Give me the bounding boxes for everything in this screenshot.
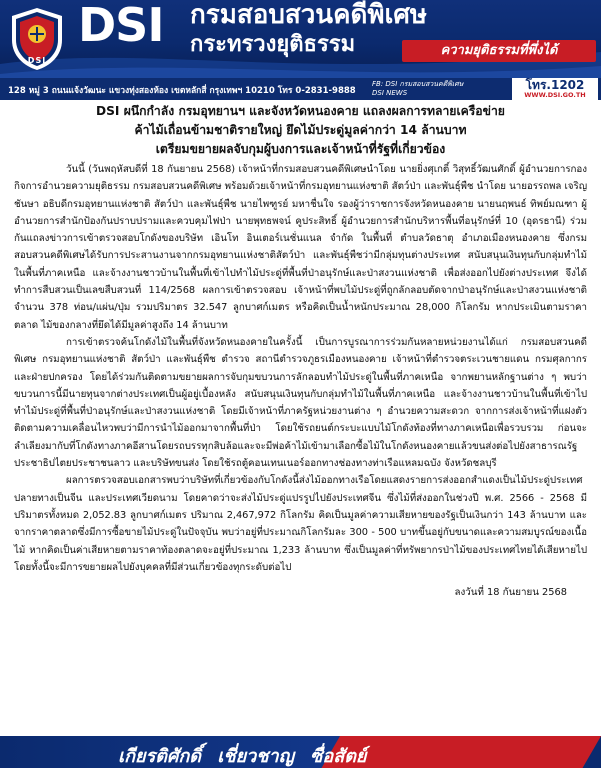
issue-date: ลงวันที่ 18 กันยายน 2568	[454, 587, 567, 599]
headline-line-3: เตรียมขยายผลจับกุมผู้บงการและเจ้าหน้าที่รัฐที่เกี่ยวข้อง	[155, 142, 446, 156]
paragraph-1: วันนี้ (วันพฤหัสบดีที่ 18 กันยายน 2568) เจ้าหน้าที่กรมสอบสวนคดีพิเศษนำโดย นายยิ่งศุเกติ์ วิสุทธิ์วัฒนศักดิ์ ผู้อำนวยการกองกิจการอำนวยความยุติธรรม กรมสอบสวนคดีพิเศษ พร้อมด้วยเจ้าหน้าที่กรมอุทยานแห่งชาติ สัตว์ป่า และพันธุ์พืช นำโดย นายอรรถพล เจริญชันษา อธิบดีกรมอุทยานแห่งชาติ สัตว์ป่า และพันธุ์พืช นายไพฑูรย์ มหาชื่นใจ รองผู้ว่าราชการจังหวัดหนองคาย นายนฤพนธ์ ทิพย์มณฑา ผู้อำนวยการสำนักป้องกันปราบปรามและควบคุมไฟป่า นายพุทธพจน์ คูประสิทธิ์ ผู้อำนวยการสำนักบริหารพื้นที่อนุรักษ์ที่ 10 (อุดรธานี) ร่วมกันแถลงข่าวการเข้าตรวจสอบโกดังของบริษัท เอินโท อินเตอร์เนชั่นแนล จำกัด ในพื้นที่ ตำบลวัดธาตุ อำเภอเมืองหนองคาย ซึ่งกรมสอบสวนคดีพิเศษได้รับการประสานงานจากกรมอุทยานแห่งชาติสัตว์ป่า และพันธุ์พืชว่ามีกลุ่มทุนต่างประเทศ สนับสนุนเงินทุนกับกลุ่มทำไม้ในพื้นที่ภาคเหนือ และจ้างงานชาวบ้านในพื้นที่เข้าไปทำไม้ประดู่ที่พื้นที่ป่าอนุรักษ์และป่าสงวนแห่งชาติ เพื่อส่งออกไปยังต่างประเทศ จึงได้ทำการสืบสวนเป็นเลขสืบสวนที่ 114/2568 ผลการเข้าตรวจสอบ เจ้าหน้าที่พบไม้ประดู่ที่ถูกลักลอบตัดจากป่าอนุรักษ์และป่าสงวนแห่งชาติ จำนวน 378 ท่อน/แผ่น/ปุ่ม รวมปริมาตร 32.547 ลูกบาศก์เมตร หรือคิดเป็นน้ำหนักประมาณ 28,000 กิโลกรัม หากประเมินตามราคาตลาด ไม้ของกลางที่ยึดได้มีมูลค่าสูงถึง 14 ล้านบาท	[14, 164, 587, 331]
logo-text: DSI	[27, 56, 47, 65]
office-address: 128 หมู่ 3 ถนนแจ้งวัฒนะ แขวงทุ่งสองห้อง เขตหลักสี่ กรุงเทพฯ 10210 โทร 0-2831-9888	[8, 86, 356, 96]
department-name: กรมสอบสวนคดีพิเศษ	[190, 0, 428, 30]
footer-motto: เกียรติศักดิ์ เชี่ยวชาญ ซื่อสัตย์	[118, 746, 367, 767]
news-page: DSI NEWS	[372, 89, 408, 97]
website-url: WWW.DSI.GO.TH	[524, 91, 586, 99]
address-bar	[0, 78, 601, 100]
slogan-badge: ความยุติธรรมที่พึ่งได้	[402, 40, 596, 62]
footer-banner	[0, 736, 601, 768]
paragraph-2: การเข้าตรวจค้นโกดังไม้ในพื้นที่จังหวัดหนองคายในครั้งนี้ เป็นการบูรณาการร่วมกันหลายหน่วยงานได้แก่ กรมสอบสวนคดีพิเศษ กรมอุทยานแห่งชาติ สัตว์ป่า และพันธุ์พืช ตำรวจ สถานีตำรวจภูธรเมืองหนองคาย เจ้าหน้าที่ตำรวจตระเวนชายแดน กรมศุลกากร และฝ่ายปกครอง โดยได้ร่วมกันติดตามขยายผลการจับกุมขบวนการลักลอบทำไม้ประดู่ในพื้นที่ภาคเหนือ จากพยานหลักฐานต่าง ๆ พบว่าขบวนการนี้มีนายทุนจากต่างประเทศเป็นผู้อยู่เบื้องหลัง สนับสนุนเงินทุนกับกลุ่มทำไม้ในพื้นที่ภาคเหนือ และจ้างงานชาวบ้านในพื้นที่เข้าไปทำไม้ประดู่ที่พื้นที่ป่าอนุรักษ์และป่าสงวนแห่งชาติ โดยมีเจ้าหน้าที่ภาครัฐหน่วยงานต่าง ๆ อำนวยความสะดวก จากการส่งเจ้าหน้าที่แฝงตัวติดตามความเคลื่อนไหวพบว่ามีการนำไม้ออกมาจากพื้นที่ป่า โดยใช้รถยนต์กระบะแบบไม้โกดังท้องที่ทางภาคเหนือเพื่อรวบรวม ก่อนจะลำเลียงมากับที่โกดังทางภาคอีสานโดยรถบรรทุกสิบล้อและจะมีพ่อค้าไม้เข้ามาเลือกซื้อไม้ในโกดังหนองคายแล้วขนส่งต่อไปยังสาธารณรัฐประชาธิปไตยประชาชนลาว และบริษัทขนส่ง โดยใช้รถตู้คอนเทนเนอร์ออกทางช่องทางท่าเรือแหลมฉบัง จังหวัดชลบุรี	[14, 336, 587, 470]
facebook-page: FB: DSI กรมสอบสวนคดีพิเศษ	[372, 80, 464, 88]
header-banner	[0, 0, 601, 78]
ministry-name: กระทรวงยุติธรรม	[190, 32, 356, 57]
paragraph-3: ผลการตรวจสอบเอกสารพบว่าบริษัทที่เกี่ยวข้องกับโกดังนี้ส่งไม้ออกทางเรือโดยแสดงรายการส่งออกสำแดงเป็นไม้ประดู่ประเทศปลายทางเป็นจีน และประเทศเวียดนาม โดยคาดว่าจะส่งไม้ประดู่แปรรูปไปยังประเทศจีน ซึ่งไม้ที่ส่งออกในช่วงปี พ.ศ. 2566 - 2568 มีปริมาตรทั้งหมด 2,052.83 ลูกบาศก์เมตร ปริมาณ 2,467,972 กิโลกรัม คิดเป็นมูลค่าความเสียหายของรัฐเป็นเงินกว่า 143 ล้านบาท และจากราคาตลาดซึ่งมีการซื้อขายไม้ประดู่ในปัจจุบัน พบว่าอยู่ที่ประมาณกิโลกรัมละ 300 - 500 บาทขึ้นอยู่กับขนาดและความสมบูรณ์ของเนื้อไม้ หากคิดเป็นค่าเสียหายตามราคาท้องตลาดจะอยู่ที่ประมาณ 1,233 ล้านบาท ซึ่งเป็นมูลค่าที่ทรัพยากรป่าไม้ของประเทศไทยได้เสียหายไป โดยทั้งนี้จะมีการขยายผลไปยังบุคคลที่มีส่วนเกี่ยวข้องทุกระดับต่อไป	[14, 475, 587, 573]
headline-line-1: DSI ผนึกกำลัง กรมอุทยานฯ และจังหวัดหนองคาย แถลงผลการทลายเครือข่าย	[96, 104, 505, 118]
headline-line-2: ค้าไม้เถื่อนข้ามชาติรายใหญ่ ยึดไม้ประดู่มูลค่ากว่า 14 ล้านบาท	[134, 123, 467, 137]
brand-acronym: DSI	[78, 0, 164, 52]
social-links	[372, 80, 463, 98]
hotline-number: โทร.1202	[525, 78, 585, 92]
press-release-body	[14, 102, 587, 600]
dsi-logo	[8, 6, 66, 72]
hotline-box	[510, 78, 598, 100]
